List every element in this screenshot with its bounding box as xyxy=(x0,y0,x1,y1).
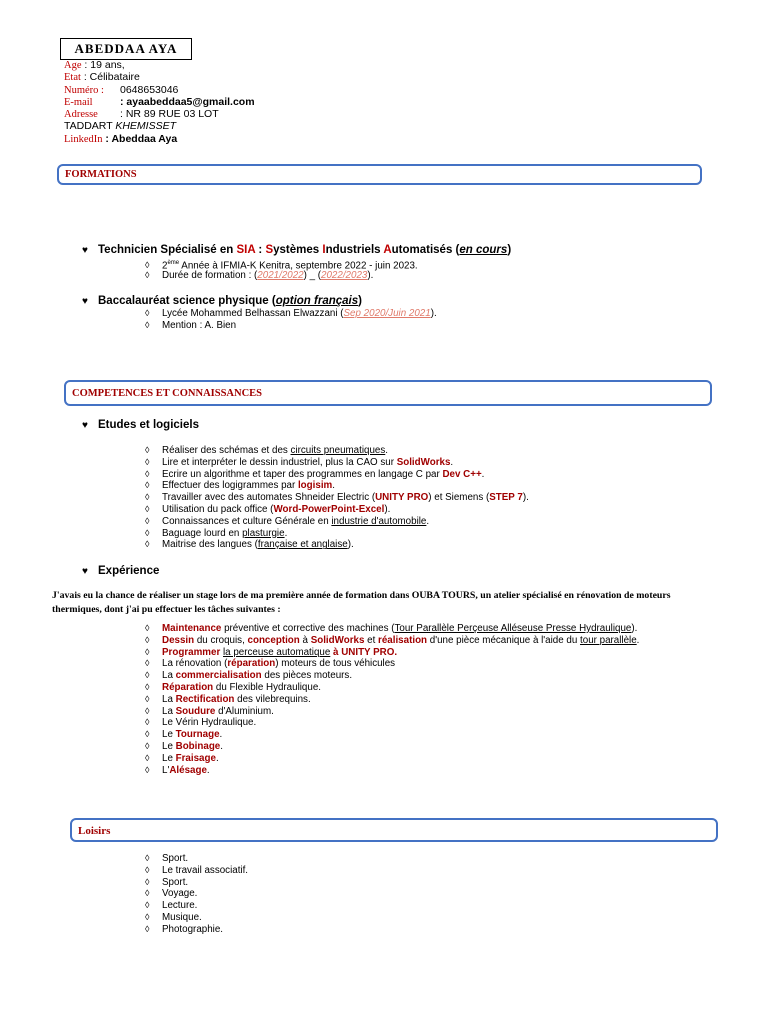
list-item: ◊ Voyage. xyxy=(145,888,198,900)
section-competences xyxy=(64,380,712,406)
list-item: ◊ Le Bobinage. xyxy=(145,740,223,752)
formation-bac-details xyxy=(145,308,437,332)
diamond-bullet-icon: ◊ xyxy=(145,923,150,934)
heart-bullet-icon: ♥ xyxy=(82,420,88,431)
section-formations xyxy=(57,164,702,185)
list-item: ◊ La Rectification des vilebrequins. xyxy=(145,693,311,705)
formation-bac: ♥ Baccalauréat science physique (option français) xyxy=(82,295,362,307)
list-item: ◊ Photographie. xyxy=(145,923,224,935)
formation-ts-details xyxy=(145,258,418,282)
list-item: ◊ La rénovation (réparation) moteurs de tous véhicules xyxy=(145,658,396,670)
list-item: ◊ La Soudure d'Aluminium. xyxy=(145,705,274,717)
diamond-bullet-icon: ◊ xyxy=(145,319,150,330)
diamond-bullet-icon: ◊ xyxy=(145,729,150,740)
diamond-bullet-icon: ◊ xyxy=(145,705,150,716)
list-item: ◊ Le Tournage. xyxy=(145,729,223,741)
diamond-bullet-icon: ◊ xyxy=(145,456,150,467)
list-item: ◊ Lecture. xyxy=(145,900,198,912)
diamond-bullet-icon: ◊ xyxy=(145,623,150,633)
diamond-bullet-icon: ◊ xyxy=(145,888,150,899)
heart-bullet-icon: ♥ xyxy=(82,296,88,307)
diamond-bullet-icon: ◊ xyxy=(145,445,150,455)
section-title: Loisirs xyxy=(78,825,111,837)
list-item: ◊ Le Vérin Hydraulique. xyxy=(145,717,257,729)
info-email: E-mail : ayaabeddaa5@gmail.com xyxy=(64,95,255,108)
section-loisirs xyxy=(70,818,718,842)
list-item: ◊ Travailler avec des automates Shneider Electric (UNITY PRO) et Siemens (STEP 7). xyxy=(145,492,529,504)
diamond-bullet-icon: ◊ xyxy=(145,658,150,669)
experience-list xyxy=(145,623,639,776)
list-item: ◊ Dessin du croquis, conception à SolidWorks et réalisation d'une pièce mécanique à l'aide du tour parallèle. xyxy=(145,634,640,646)
list-item: ◊ La commercialisation des pièces moteurs. xyxy=(145,670,353,682)
diamond-bullet-icon: ◊ xyxy=(145,740,150,751)
etudes-list xyxy=(145,445,529,551)
info-phone: Numéro : 0648653046 xyxy=(64,83,179,96)
heart-bullet-icon: ♥ xyxy=(82,566,88,577)
list-item: ◊ Programmer la perceuse automatique à UNITY PRO. xyxy=(145,646,398,658)
heart-bullet-icon: ♥ xyxy=(82,245,88,256)
diamond-bullet-icon: ◊ xyxy=(145,527,150,538)
diamond-bullet-icon: ◊ xyxy=(145,539,150,550)
candidate-name: ABEDDAA AYA xyxy=(60,38,192,60)
list-item: ◊ Le Fraisage. xyxy=(145,752,219,764)
section-title: COMPETENCES ET CONNAISSANCES xyxy=(72,388,263,399)
diamond-bullet-icon: ◊ xyxy=(145,693,150,704)
list-item: ◊ Utilisation du pack office (Word-PowerPoint-Excel). xyxy=(145,503,391,515)
info-address: Adresse : NR 89 RUE 03 LOT xyxy=(64,108,219,121)
list-item: ◊ Sport. xyxy=(145,853,189,864)
diamond-bullet-icon: ◊ xyxy=(145,308,150,318)
list-item: ◊ Maitrise des langues (française et anglaise). xyxy=(145,539,354,551)
diamond-bullet-icon: ◊ xyxy=(145,269,150,280)
list-item: ◊ Connaissances et culture Générale en industrie d'automobile. xyxy=(145,515,430,527)
info-address-line2: TADDART KHEMISSET xyxy=(64,120,177,133)
diamond-bullet-icon: ◊ xyxy=(145,634,150,645)
info-linkedin: LinkedIn : Abeddaa Aya xyxy=(64,132,178,145)
diamond-bullet-icon: ◊ xyxy=(145,492,150,503)
list-item: ◊ Baguage lourd en plasturgie. xyxy=(145,527,288,539)
diamond-bullet-icon: ◊ xyxy=(145,752,150,763)
list-item: ◊ Durée de formation : (2021/2022) _ (2022/2023). xyxy=(145,269,374,281)
list-item: ◊ Le travail associatif. xyxy=(145,864,249,876)
list-item: ◊ Musique. xyxy=(145,911,202,923)
info-status: Etat : Célibataire xyxy=(64,71,140,84)
info-age: Age : 19 ans, xyxy=(64,59,125,71)
diamond-bullet-icon: ◊ xyxy=(145,260,150,271)
formation-ts: ♥ Technicien Spécialisé en SIA : Systèmes Industriels Automatisés (en cours) xyxy=(82,244,512,256)
diamond-bullet-icon: ◊ xyxy=(145,515,150,526)
subsection-experience: ♥ Expérience xyxy=(82,565,160,577)
list-item: ◊ Maintenance préventive et corrective des machines (Tour Parallèle Perçeuse Alléseuse Presse Hydraulique). xyxy=(145,623,638,634)
list-item: ◊ Lire et interpréter le dessin industriel, plus la CAO sur SolidWorks. xyxy=(145,456,454,468)
diamond-bullet-icon: ◊ xyxy=(145,853,150,863)
diamond-bullet-icon: ◊ xyxy=(145,480,150,491)
diamond-bullet-icon: ◊ xyxy=(145,900,150,911)
list-item: ◊ Mention : A. Bien xyxy=(145,319,237,331)
diamond-bullet-icon: ◊ xyxy=(145,764,150,775)
list-item: ◊ Réparation du Flexible Hydraulique. xyxy=(145,681,321,693)
diamond-bullet-icon: ◊ xyxy=(145,468,150,479)
personal-info xyxy=(64,59,255,145)
list-item: ◊ Ecrire un algorithme et taper des programmes en langage C par Dev C++. xyxy=(145,468,485,480)
diamond-bullet-icon: ◊ xyxy=(145,876,150,887)
list-item: ◊ Sport. xyxy=(145,876,189,888)
list-item: ◊ 2ème Année à IFMIA-K Kenitra, septembre 2022 - juin 2023. xyxy=(145,260,418,272)
subsection-etudes: ♥ Etudes et logiciels xyxy=(82,419,199,431)
list-item: ◊ Réaliser des schémas et des circuits pneumatiques. xyxy=(145,445,388,456)
diamond-bullet-icon: ◊ xyxy=(145,646,150,657)
list-item: ◊ Lycée Mohammed Belhassan Elwazzani (Sep 2020/Juin 2021). xyxy=(145,308,437,319)
experience-intro: J'avais eu la chance de réaliser un stage lors de ma première année de formation dans OUBA TOURS, un atelier spécialisé en rénovation de moteurs thermiques, dont j'ai pu effectuer les tâches suivantes : xyxy=(52,590,671,615)
loisirs-list xyxy=(145,853,248,936)
diamond-bullet-icon: ◊ xyxy=(145,670,150,681)
section-title: FORMATIONS xyxy=(65,169,137,180)
diamond-bullet-icon: ◊ xyxy=(145,864,150,875)
diamond-bullet-icon: ◊ xyxy=(145,681,150,692)
diamond-bullet-icon: ◊ xyxy=(145,911,150,922)
diamond-bullet-icon: ◊ xyxy=(145,503,150,514)
list-item: ◊ L'Alésage. xyxy=(145,764,210,776)
diamond-bullet-icon: ◊ xyxy=(145,717,150,728)
list-item: ◊ Effectuer des logigrammes par logisim. xyxy=(145,480,335,492)
